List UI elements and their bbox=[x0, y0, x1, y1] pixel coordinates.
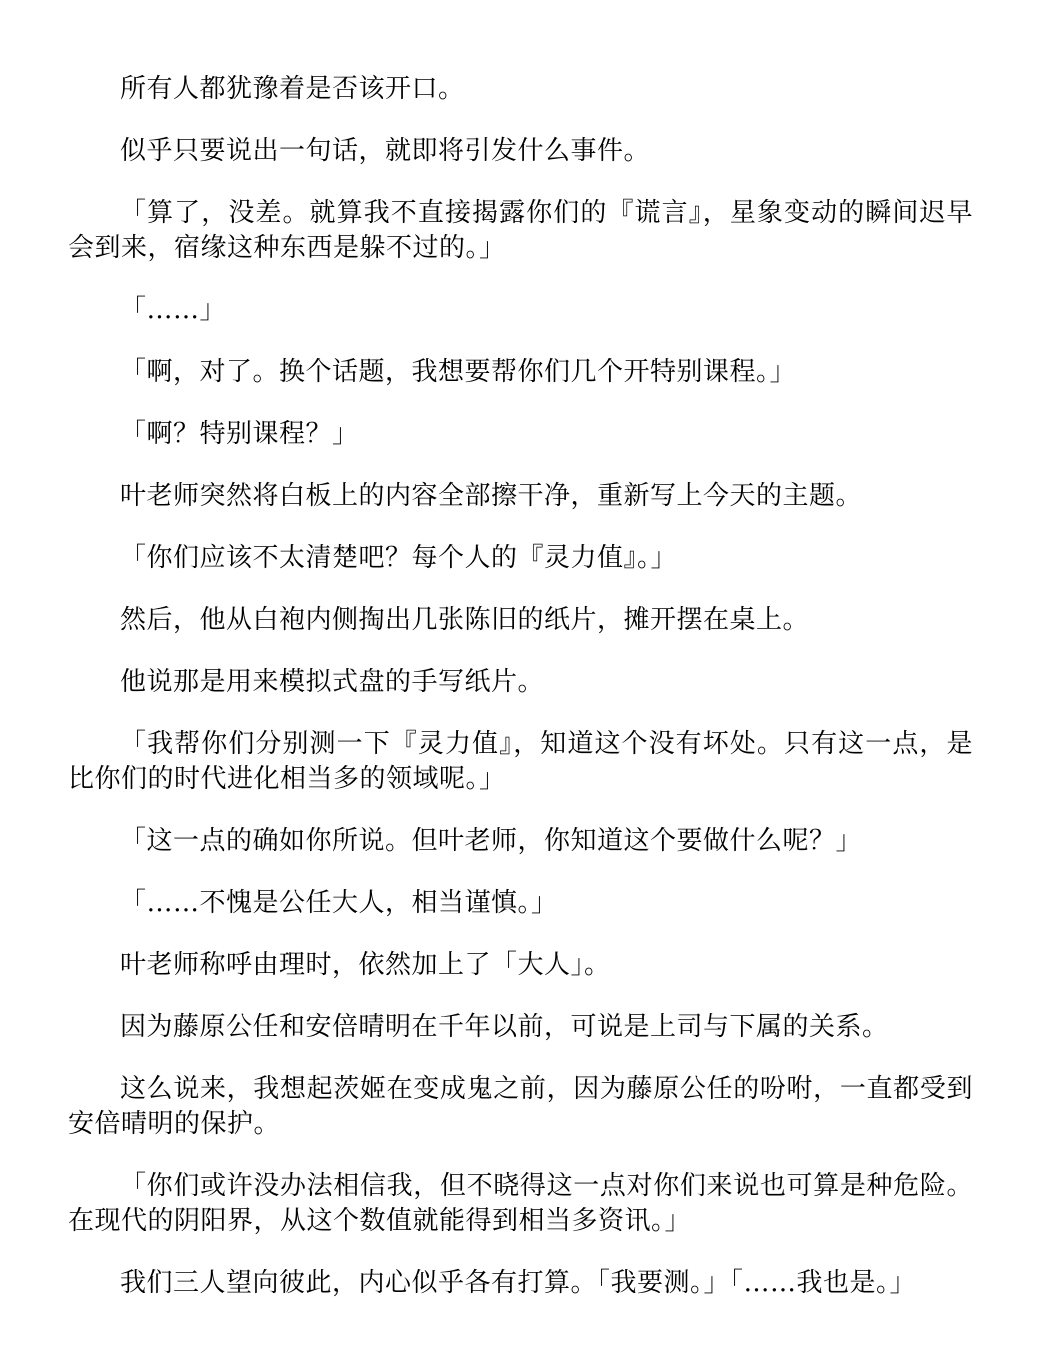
paragraph: 「……」 bbox=[120, 295, 227, 325]
paragraph: 这么说来，我想起茨姬在变成鬼之前，因为藤原公任的吩咐，一直都受到安倍晴明的保护。 bbox=[68, 1074, 973, 1139]
paragraph: 然后，他从白袍内侧掏出几张陈旧的纸片，摊开摆在桌上。 bbox=[120, 605, 810, 635]
paragraph: 「啊，对了。换个话题，我想要帮你们几个开特别课程。」 bbox=[120, 357, 797, 387]
paragraph: 「我帮你们分别测一下『灵力值』，知道这个没有坏处。只有这一点，是比你们的时代进化相当多的领域呢。」 bbox=[68, 729, 973, 794]
paragraph: 叶老师突然将白板上的内容全部擦干净，重新写上今天的主题。 bbox=[120, 481, 863, 511]
paragraph: 「你们或许没办法相信我，但不晓得这一点对你们来说也可算是种危险。在现代的阴阳界，从这个数值就能得到相当多资讯。」 bbox=[68, 1171, 973, 1236]
paragraph: 叶老师称呼由理时，依然加上了「大人」。 bbox=[120, 950, 611, 980]
paragraph: 「算了，没差。就算我不直接揭露你们的『谎言』，星象变动的瞬间迟早会到来，宿缘这种东西是躲不过的。」 bbox=[68, 198, 973, 263]
paragraph: 他说那是用来模拟式盘的手写纸片。 bbox=[120, 667, 545, 697]
paragraph: 所有人都犹豫着是否该开口。 bbox=[120, 74, 465, 104]
document-page bbox=[68, 72, 973, 1328]
paragraph: 我们三人望向彼此，内心似乎各有打算。「我要测。」「……我也是。」 bbox=[120, 1268, 917, 1298]
paragraph: 「你们应该不太清楚吧？每个人的『灵力值』。」 bbox=[120, 543, 678, 573]
paragraph: 「……不愧是公任大人，相当谨慎。」 bbox=[120, 888, 558, 918]
paragraph: 「啊？特别课程？」 bbox=[120, 419, 359, 449]
paragraph: 似乎只要说出一句话，就即将引发什么事件。 bbox=[120, 136, 651, 166]
paragraph: 「这一点的确如你所说。但叶老师，你知道这个要做什么呢？」 bbox=[120, 826, 863, 856]
paragraph: 因为藤原公任和安倍晴明在千年以前，可说是上司与下属的关系。 bbox=[120, 1012, 889, 1042]
